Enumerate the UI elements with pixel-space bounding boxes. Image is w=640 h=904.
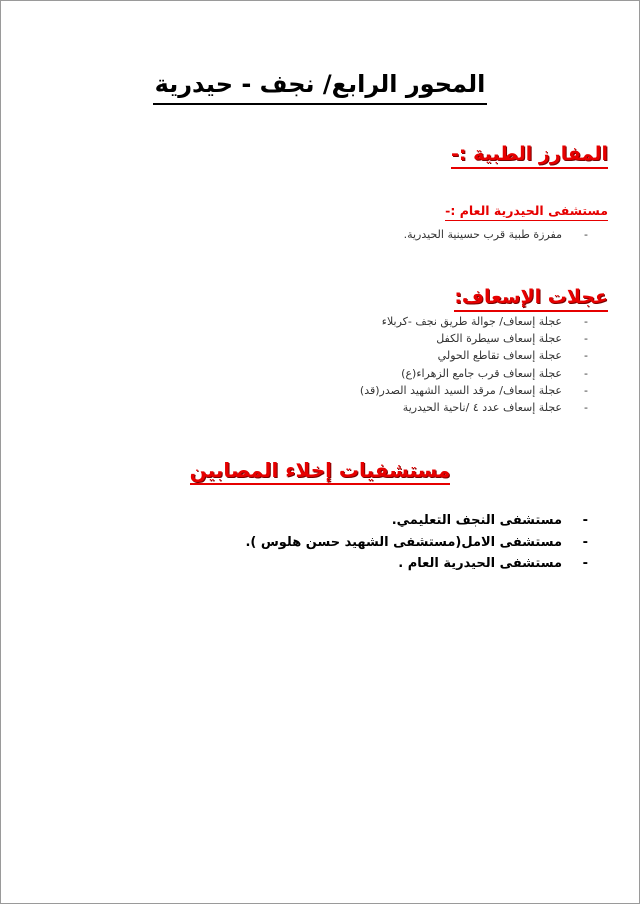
ambulances-heading: عجلات الإسعاف: bbox=[454, 286, 608, 312]
list-item: - عجلة إسعاف قرب جامع الزهراء(ع) bbox=[360, 365, 600, 382]
evacuation-hospitals-list bbox=[245, 510, 600, 575]
list-item: - مستشفى النجف التعليمي. bbox=[245, 510, 600, 532]
page-title-text: المحور الرابع/ نجف - حيدرية bbox=[153, 67, 488, 105]
page-title bbox=[0, 62, 640, 105]
list-item: - مستشفى الحيدرية العام . bbox=[245, 553, 600, 575]
list-item: - مفرزة طبية قرب حسينية الحيدرية. bbox=[404, 226, 600, 243]
medical-posts-heading: المفارز الطبية :- bbox=[451, 143, 608, 169]
haidariya-hospital-subheading: مستشفى الحيدرية العام :- bbox=[445, 203, 608, 221]
ambulances-list bbox=[360, 313, 600, 416]
list-item: - عجلة إسعاف تقاطع الحولي bbox=[360, 347, 600, 364]
list-item: - عجلة إسعاف/ جوالة طريق نجف -كربلاء bbox=[360, 313, 600, 330]
medical-posts-list bbox=[404, 226, 600, 243]
list-item: - عجلة إسعاف سيطرة الكفل bbox=[360, 330, 600, 347]
list-item: - عجلة إسعاف عدد ٤ /ناحية الحيدرية bbox=[360, 399, 600, 416]
evacuation-hospitals-heading bbox=[0, 458, 640, 485]
list-item: - عجلة إسعاف/ مرقد السيد الشهيد الصدر(قد) bbox=[360, 382, 600, 399]
evacuation-hospitals-heading-text: مستشفيات إخلاء المصابين bbox=[190, 458, 451, 485]
list-item: - مستشفى الامل(مستشفى الشهيد حسن هلوس ). bbox=[245, 532, 600, 554]
